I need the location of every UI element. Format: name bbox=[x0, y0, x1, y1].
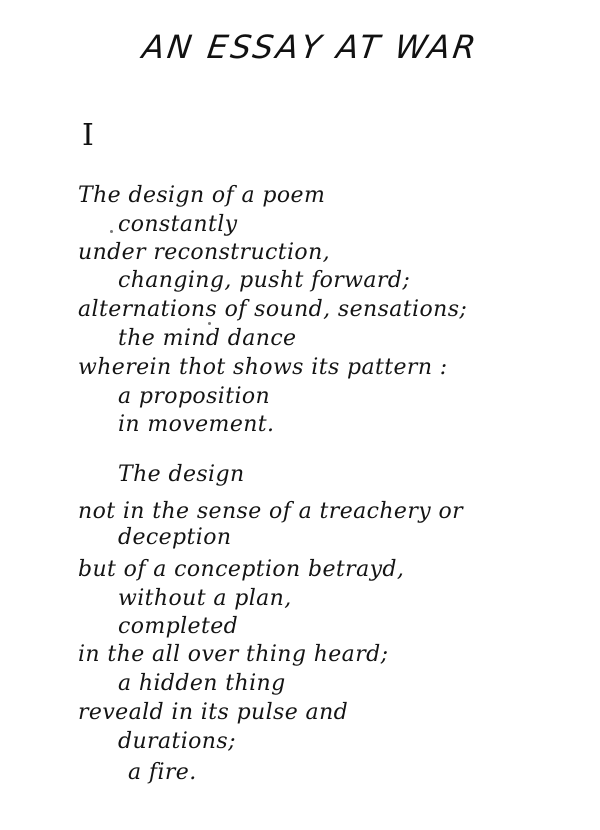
poem-line: in the all over thing heard; bbox=[78, 642, 389, 667]
poem-title: AN ESSAY AT WAR bbox=[140, 28, 482, 66]
poem-line: durations; bbox=[118, 729, 236, 754]
section-numeral: I bbox=[82, 118, 94, 153]
poem-line: but of a conception betrayd, bbox=[78, 557, 405, 582]
poem-line: under reconstruction, bbox=[78, 240, 331, 265]
poem-line: a proposition bbox=[118, 384, 271, 409]
poem-line: alternations of sound, sensations; bbox=[78, 297, 468, 322]
scan-speck bbox=[208, 322, 211, 325]
poem-line: constantly bbox=[118, 212, 238, 237]
poem-line: changing, pusht forward; bbox=[118, 268, 411, 293]
poem-line: completed bbox=[118, 614, 239, 639]
poem-line: The design bbox=[118, 462, 245, 487]
poem-line: The design of a poem bbox=[78, 183, 326, 208]
poem-line: in movement. bbox=[118, 412, 275, 437]
scan-speck bbox=[110, 230, 113, 233]
poem-line: the mind dance bbox=[118, 326, 297, 351]
poem-line: deception bbox=[118, 525, 232, 550]
poem-line: a hidden thing bbox=[118, 671, 286, 696]
poem-line: wherein thot shows its pattern : bbox=[78, 355, 448, 380]
poem-line: without a plan, bbox=[118, 586, 292, 611]
poem-line: a fire. bbox=[128, 760, 197, 785]
poem-line: reveald in its pulse and bbox=[78, 700, 349, 725]
poem-line: not in the sense of a treachery or bbox=[78, 499, 464, 524]
